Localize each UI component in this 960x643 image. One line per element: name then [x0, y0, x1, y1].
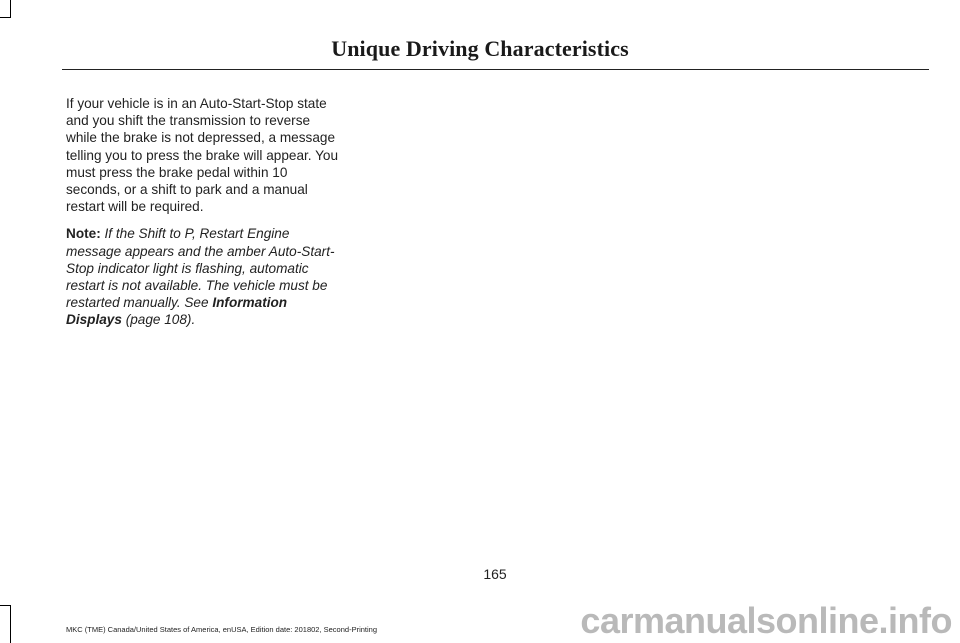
crop-mark-bottom-left-vertical: [10, 605, 11, 643]
header-divider: [62, 69, 929, 70]
crop-mark-top-left-vertical: [10, 0, 11, 18]
watermark-logo: carmanualsonline.info: [580, 600, 952, 641]
edition-footer: MKC (TME) Canada/United States of America, enUSA, Edition date: 201802, Second-Printing: [66, 625, 377, 634]
note-text: If the Shift to P, Restart Engine message appears and the amber Auto-Start-Stop indicator light is flashing, automatic restart is not available. The vehicle must be restarted manually. See: [66, 226, 335, 311]
page-number: 165: [483, 566, 507, 582]
paragraph-auto-start-stop: If your vehicle is in an Auto-Start-Stop state and you shift the transmission to reverse while the brake is not depressed, a message telling you to press the brake will appear. You must press the brake pedal within 10 seconds, or a shift to park and a manual restart will be required.: [66, 96, 339, 215]
information-displays-link[interactable]: Information Displays: [66, 295, 288, 328]
body-content: [66, 95, 342, 339]
crop-mark-bottom-left-horizontal: [0, 605, 11, 606]
crop-mark-top-left-horizontal: [0, 17, 11, 18]
page-title: Unique Driving Characteristics: [331, 36, 629, 61]
note-label: Note:: [66, 226, 101, 242]
note-paragraph: [66, 225, 342, 328]
note-page-reference: (page 108).: [125, 312, 196, 328]
